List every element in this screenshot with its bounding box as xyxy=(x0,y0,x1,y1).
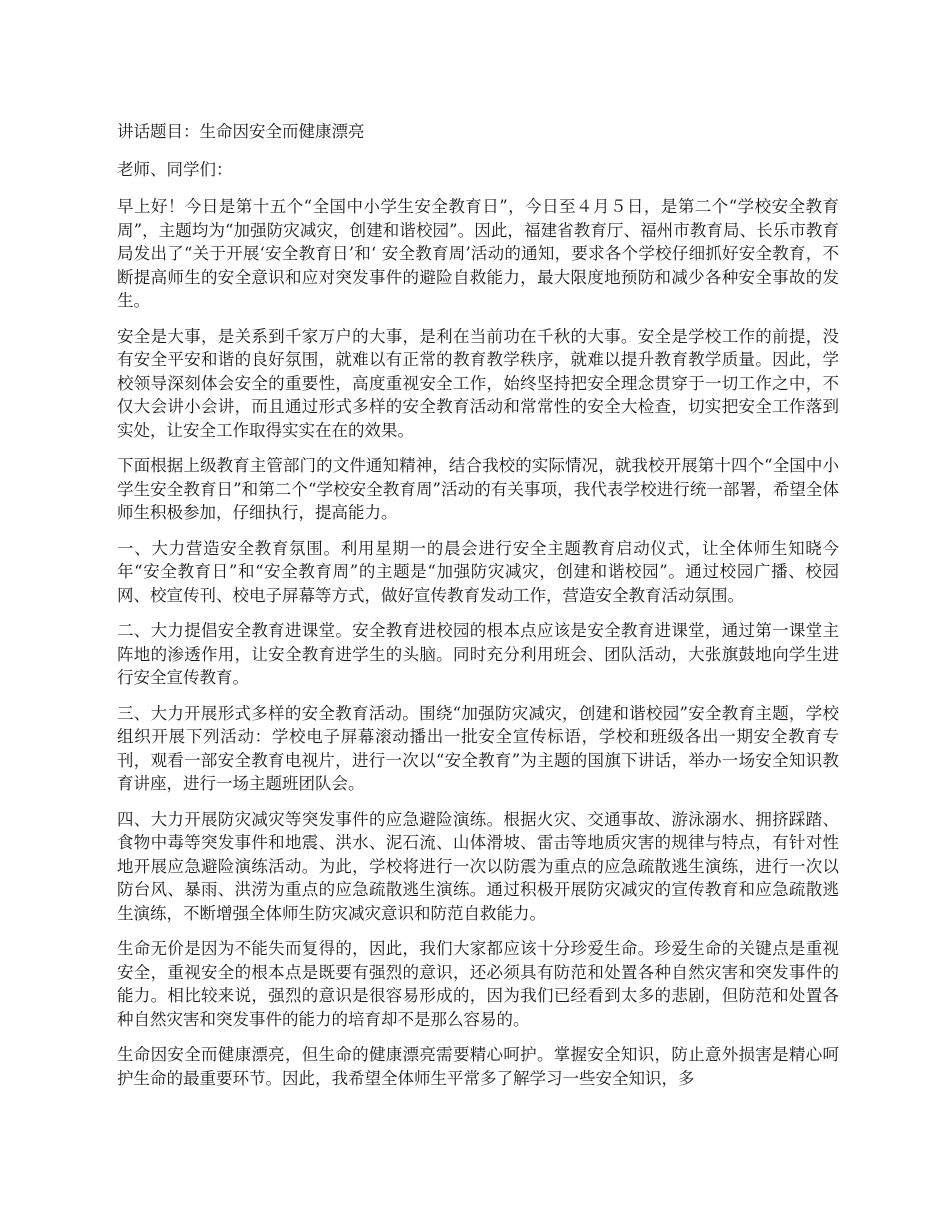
speech-title: 讲话题目：生命因安全而健康漂亮 xyxy=(117,122,365,141)
paragraph-closing: 生命因安全而健康漂亮，但生命的健康漂亮需要精心呵护。掌握安全知识，防止意外损害是精心呵护生命的最重要环节。因此，我希望全体师生平常多了解学习一些安全知识，多 xyxy=(117,1045,839,1088)
paragraph-importance: 安全是大事，是关系到千家万户的大事，是利在当前功在千秋的大事。安全是学校工作的前提，没有安全平安和谐的良好氛围，就难以有正常的教育教学秩序，就难以提升教育教学质量。因此，学校领导深刻体会安全的重要性，高度重视安全工作，始终坚持把安全理念贯穿于一切工作之中，不仅大会讲小会讲，而且通过形式多样的安全教育活动和常常性的安全大检查，切实把安全工作落到实处，让安全工作取得实实在在的效果。 xyxy=(117,326,839,440)
paragraph-item-three: 三、大力开展形式多样的安全教育活动。围绕“加强防灾减灾，创建和谐校园”安全教育主题，学校组织开展下列活动：学校电子屏幕滚动播出一批安全宣传标语，学校和班级各出一期安全教育专刊，观看一部安全教育电视片，进行一次以“安全教育”为主题的国旗下讲话，举办一场安全知识教育讲座，进行一场主题班团队会。 xyxy=(117,703,839,793)
paragraph-item-two: 二、大力提倡安全教育进课堂。安全教育进校园的根本点应该是安全教育进课堂，通过第一课堂主阵地的渗透作用，让安全教育进学生的头脑。同时充分利用班会、团队活动，大张旗鼓地向学生进行安全宣传教育。 xyxy=(117,621,839,687)
paragraph-life-value: 生命无价是因为不能失而复得的，因此，我们大家都应该十分珍爱生命。珍爱生命的关键点是重视安全，重视安全的根本点是既要有强烈的意识，还必须具有防范和处置各种自然灾害和突发事件的能力。相比较来说，强烈的意识是很容易形成的，因为我们已经看到太多的悲剧，但防范和处置各种自然灾害和突发事件的能力的培育却不是那么容易的。 xyxy=(117,939,839,1029)
document-page xyxy=(117,120,839,1102)
paragraph-deployment: 下面根据上级教育主管部门的文件通知精神，结合我校的实际情况，就我校开展第十四个“全国中小学生安全教育日”和第二个“学校安全教育周”活动的有关事项，我代表学校进行统一部署，希望全体师生积极参加，仔细执行，提高能力。 xyxy=(117,456,839,522)
paragraph-item-four: 四、大力开展防灾减灾等突发事件的应急避险演练。根据火灾、交通事故、游泳溺水、拥挤踩踏、食物中毒等突发事件和地震、洪水、泥石流、山体滑坡、雷击等地质灾害的规律与特点，有针对性地开展应急避险演练活动。为此，学校将进行一次以防震为重点的应急疏散逃生演练，进行一次以防台风、暴雨、洪涝为重点的应急疏散逃生演练。通过积极开展防灾减灾的宣传教育和应急疏散逃生演练，不断增强全体师生防灾减灾意识和防范自救能力。 xyxy=(117,809,839,923)
greeting-line: 老师、同学们： xyxy=(117,159,233,179)
paragraph-opening: 早上好！今日是第十五个“全国中小学生安全教育日”，今日至４月５日，是第二个“学校安全教育周”，主题均为“加强防灾减灾，创建和谐校园”。因此，福建省教育厅、福州市教育局、长乐市教育局发出了“关于开展‘安全教育日’和‘ 安全教育周’活动的通知，要求各个学校仔细抓好安全教育，不断提高师生的安全意识和应对突发事件的避险自救能力，最大限度地预防和减少各种安全事故的发生。 xyxy=(117,197,839,310)
paragraph-item-one: 一、大力营造安全教育氛围。利用星期一的晨会进行安全主题教育启动仪式，让全体师生知晓今年“安全教育日”和“安全教育周”的主题是“加强防灾减灾，创建和谐校园”。通过校园广播、校园网、校宣传刊、校电子屏幕等方式，做好宣传教育发动工作，营造安全教育活动氛围。 xyxy=(117,538,839,605)
